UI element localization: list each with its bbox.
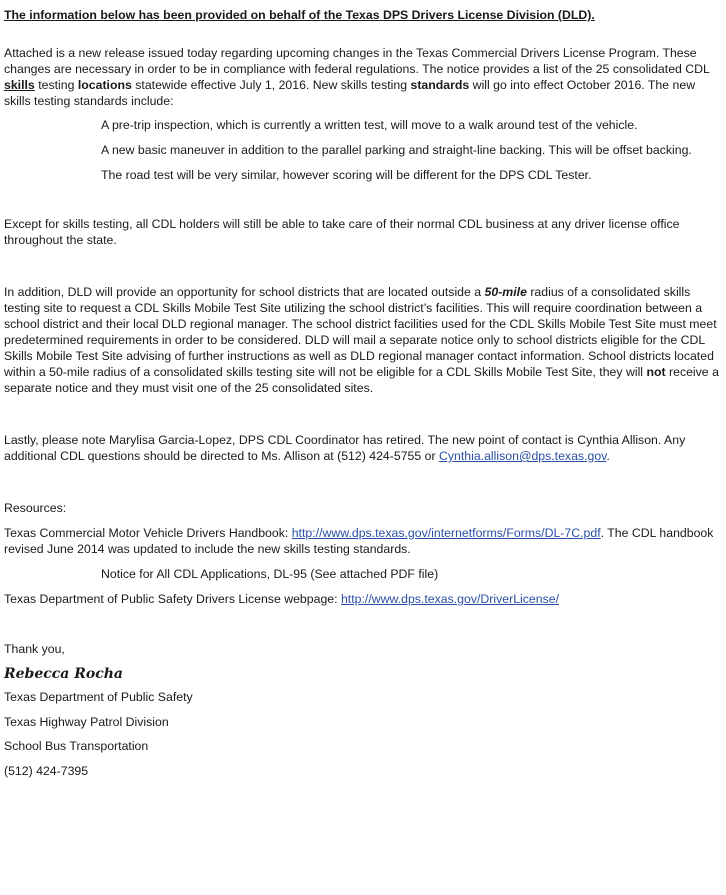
emphasis-skills: skills bbox=[4, 78, 35, 92]
signature-line: Texas Department of Public Safety bbox=[4, 690, 193, 704]
handbook-resource: Texas Commercial Motor Vehicle Drivers Handbook: http://www.dps.texas.gov/internetforms/Forms/DL-7C.pdf. The CDL handbook revised June 2014 was updated to include the new skills testing standards. bbox=[4, 526, 714, 556]
webpage-resource: Texas Department of Public Safety Drivers License webpage: http://www.dps.texas.gov/DriverLicense/ bbox=[4, 592, 559, 606]
contact-email-link[interactable]: Cynthia.allison@dps.texas.gov bbox=[438, 449, 607, 463]
emphasis-not: not bbox=[646, 365, 666, 379]
handbook-link[interactable]: http://www.dps.texas.gov/internetforms/Forms/DL-7C.pdf bbox=[291, 526, 601, 540]
emphasis-locations: locations bbox=[77, 78, 132, 92]
emphasis-50-mile: 50-mile bbox=[484, 285, 527, 299]
contact-paragraph: Lastly, please note Marylisa Garcia-Lopez, DPS CDL Coordinator has retired. The new point of contact is Cynthia Allison. Any additional CDL questions should be directed to Ms. Allison at (512) 424-5755 or Cynthia.allison@dps.texas.gov. bbox=[4, 433, 686, 463]
signature-phone: (512) 424-7395 bbox=[4, 763, 89, 778]
resources-label: Resources: bbox=[4, 501, 67, 515]
emphasis-standards: standards bbox=[410, 78, 470, 92]
signature-line: School Bus Transportation bbox=[4, 739, 149, 753]
standards-list bbox=[4, 117, 720, 192]
closing-thanks: Thank you, bbox=[4, 642, 65, 656]
signature-line: Texas Highway Patrol Division bbox=[4, 714, 169, 729]
email-body bbox=[4, 7, 720, 787]
standard-item: A pre-trip inspection, which is currently a written test, will move to a walk around test of the vehicle. bbox=[101, 118, 638, 132]
signature-name: Rebecca Rocha bbox=[4, 666, 123, 682]
mobile-test-site-paragraph: In addition, DLD will provide an opportunity for school districts that are located outside a 50-mile radius of a consolidated skills testing site to request a CDL Skills Mobile Test Site utilizing the school district’s facilities. This will require coordination between a school district and their local DLD regional manager. The school district facilities used for the CDL Skills Mobile Test Site must meet predetermined requirements in order to be considered. DLD will mail a separate notice only to school districts eligible for the CDL Skills Mobile Test Site advising of further instructions as well as DLD regional manager contact information. School districts located within a 50-mile radius of a consolidated skills testing site will not be eligible for a CDL Skills Mobile Test Site, they will not receive a separate notice and they must visit one of the 25 consolidated sites. bbox=[4, 285, 719, 395]
driver-license-webpage-link[interactable]: http://www.dps.texas.gov/DriverLicense/ bbox=[340, 592, 559, 606]
standard-item: The road test will be very similar, however scoring will be different for the DPS CDL Tester. bbox=[101, 168, 592, 182]
cdl-business-paragraph: Except for skills testing, all CDL holders will still be able to take care of their normal CDL business at any driver license office throughout the state. bbox=[4, 217, 680, 247]
intro-paragraph: Attached is a new release issued today regarding upcoming changes in the Texas Commercial Drivers License Program. These changes are necessary in order to be in compliance with federal regulations. The notice provides a list of the 25 consolidated CDL skills testing locations statewide effective July 1, 2016. New skills testing standards will go into effect October 2016. The new skills testing standards include: bbox=[4, 46, 710, 108]
notice-heading: The information below has been provided on behalf of the Texas DPS Drivers License Division (DLD). bbox=[4, 8, 595, 22]
standard-item: A new basic maneuver in addition to the parallel parking and straight-line backing. This will be offset backing. bbox=[101, 143, 692, 157]
cdl-application-notice: Notice for All CDL Applications, DL-95 (See attached PDF file) bbox=[101, 567, 439, 581]
